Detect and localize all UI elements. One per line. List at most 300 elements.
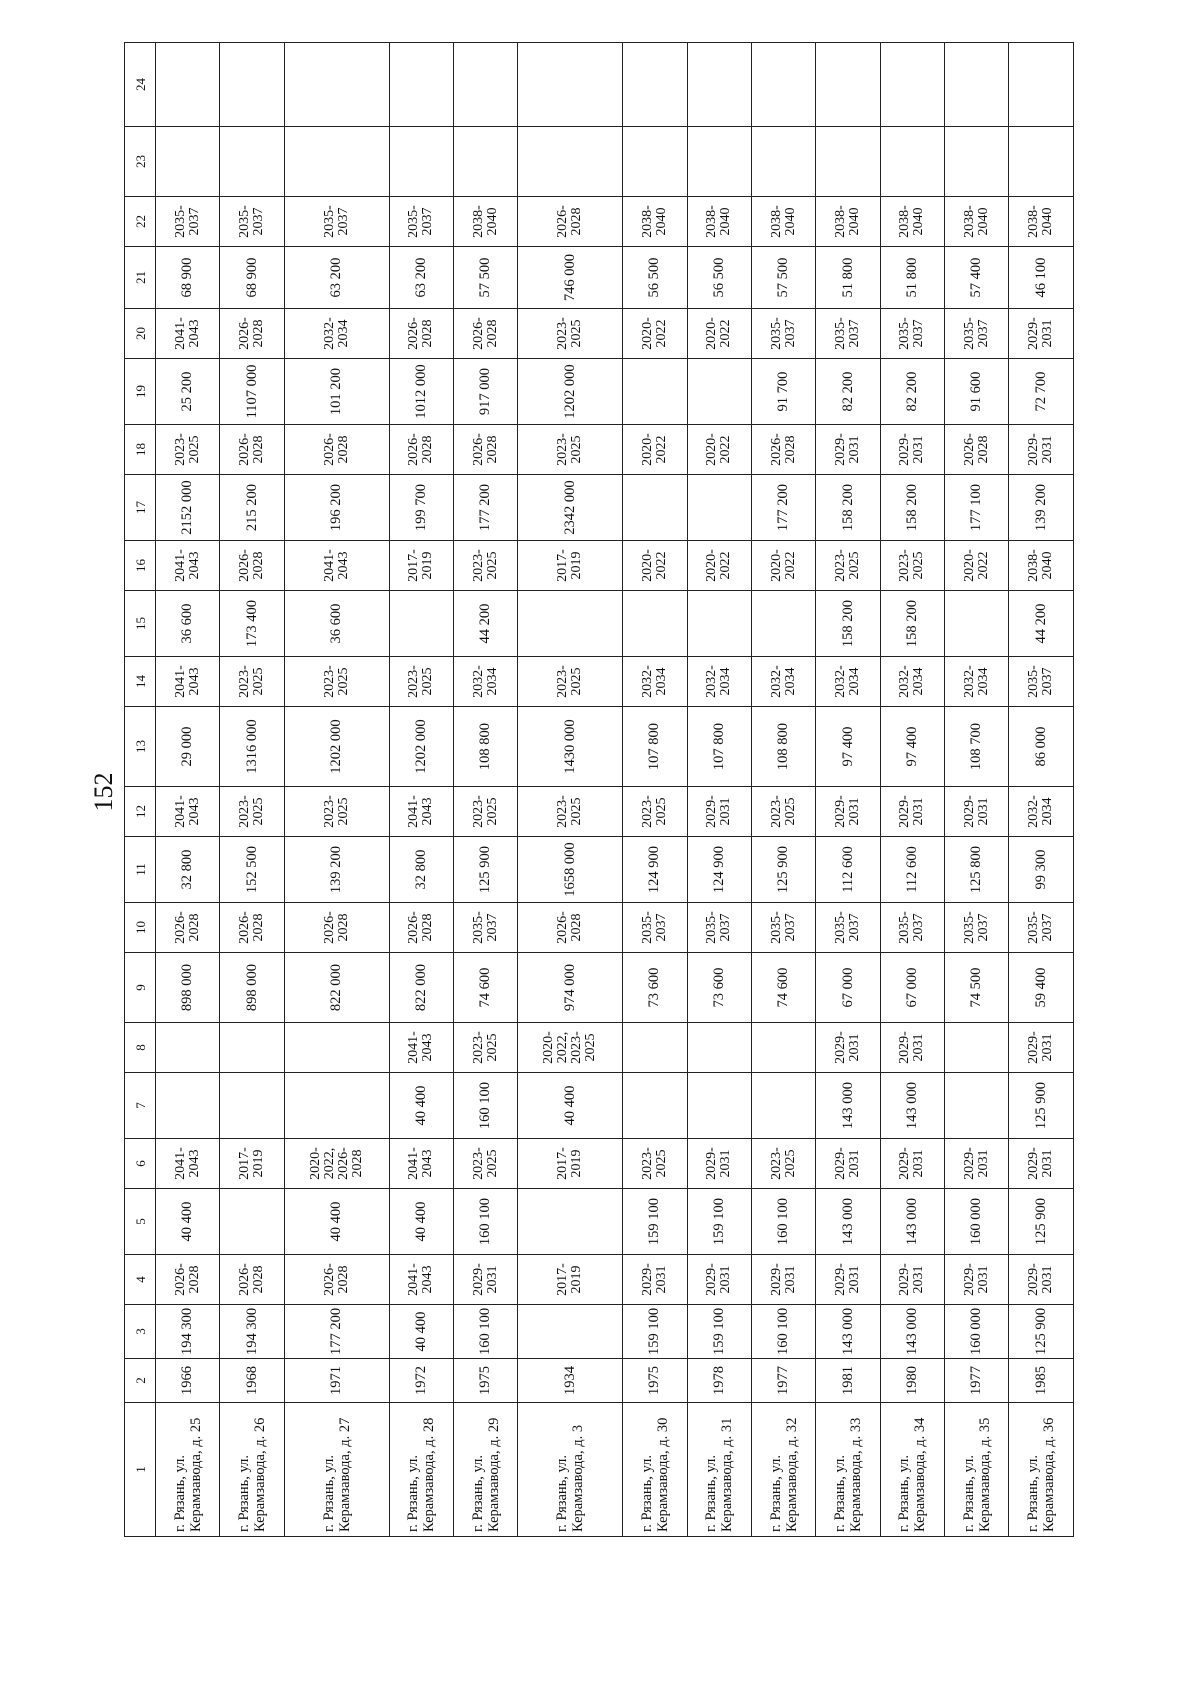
cost-cell: 74 600 xyxy=(453,953,517,1023)
cost-cell: 159 100 xyxy=(687,1305,751,1359)
cost-cell: 2342 000 xyxy=(518,475,623,541)
data-table xyxy=(124,42,1074,1537)
cost-cell: 108 800 xyxy=(453,707,517,787)
cost-cell: 74 600 xyxy=(751,953,815,1023)
cost-cell: 1316 000 xyxy=(220,707,284,787)
cost-cell: 91 700 xyxy=(751,359,815,425)
period-cell: 2020-2022 xyxy=(751,541,815,591)
table-row xyxy=(518,43,623,1537)
cost-cell: 143 000 xyxy=(880,1073,944,1139)
year-cell: 1975 xyxy=(623,1359,687,1403)
column-number-cell: 5 xyxy=(125,1189,156,1255)
period-cell: 2023-2025 xyxy=(518,309,623,359)
cost-cell xyxy=(687,475,751,541)
cost-cell: 160 100 xyxy=(453,1073,517,1139)
cost-cell: 107 800 xyxy=(687,707,751,787)
period-cell: 2032-2034 xyxy=(751,657,815,707)
cost-cell: 143 000 xyxy=(816,1073,880,1139)
period-cell: 2029-2031 xyxy=(880,1023,944,1073)
cost-cell xyxy=(518,127,623,197)
table-row xyxy=(945,43,1009,1537)
cost-cell: 57 400 xyxy=(945,247,1009,309)
cost-cell xyxy=(945,43,1009,127)
cost-cell: 56 500 xyxy=(623,247,687,309)
period-cell: 2017-2019 xyxy=(220,1139,284,1189)
period-cell: 2023-2025 xyxy=(220,657,284,707)
year-cell: 1972 xyxy=(389,1359,453,1403)
period-cell: 2035-2037 xyxy=(1009,657,1074,707)
period-cell: 2035-2037 xyxy=(816,309,880,359)
period-cell: 2038-2040 xyxy=(880,197,944,247)
cost-cell: 40 400 xyxy=(389,1073,453,1139)
year-cell: 1980 xyxy=(880,1359,944,1403)
cost-cell: 57 500 xyxy=(453,247,517,309)
address-cell: г. Рязань, ул. Керамзавода, д. 31 xyxy=(687,1403,751,1537)
period-cell: 2029-2031 xyxy=(816,1139,880,1189)
period-cell: 2038-2040 xyxy=(623,197,687,247)
cost-cell xyxy=(816,127,880,197)
cost-cell xyxy=(453,127,517,197)
period-cell xyxy=(156,1023,220,1073)
cost-cell: 32 800 xyxy=(389,837,453,903)
year-cell: 1977 xyxy=(945,1359,1009,1403)
cost-cell: 56 500 xyxy=(687,247,751,309)
cost-cell: 215 200 xyxy=(220,475,284,541)
cost-cell: 1430 000 xyxy=(518,707,623,787)
cost-cell: 112 600 xyxy=(880,837,944,903)
cost-cell: 67 000 xyxy=(880,953,944,1023)
period-cell: 2029-2031 xyxy=(1009,309,1074,359)
cost-cell: 177 200 xyxy=(751,475,815,541)
cost-cell xyxy=(880,127,944,197)
period-cell: 2038-2040 xyxy=(751,197,815,247)
column-number-row xyxy=(125,43,156,1537)
cost-cell: 143 000 xyxy=(880,1305,944,1359)
cost-cell: 199 700 xyxy=(389,475,453,541)
table-row xyxy=(623,43,687,1537)
column-number-cell: 18 xyxy=(125,425,156,475)
period-cell: 2032-2034 xyxy=(284,309,389,359)
period-cell: 2041-2043 xyxy=(156,657,220,707)
address-cell: г. Рязань, ул. Керамзавода, д. 30 xyxy=(623,1403,687,1537)
period-cell: 2029-2031 xyxy=(453,1255,517,1305)
period-cell: 2035-2037 xyxy=(687,903,751,953)
cost-cell: 1107 000 xyxy=(220,359,284,425)
cost-cell: 158 200 xyxy=(880,475,944,541)
cost-cell: 40 400 xyxy=(156,1189,220,1255)
period-cell: 2020-2022 xyxy=(623,309,687,359)
period-cell: 2032-2034 xyxy=(687,657,751,707)
cost-cell: 177 200 xyxy=(284,1305,389,1359)
period-cell: 2041-2043 xyxy=(389,1139,453,1189)
cost-cell: 125 800 xyxy=(945,837,1009,903)
cost-cell xyxy=(389,127,453,197)
period-cell: 2029-2031 xyxy=(751,1255,815,1305)
cost-cell xyxy=(220,43,284,127)
period-cell: 2029-2031 xyxy=(1009,1023,1074,1073)
period-cell: 2035-2037 xyxy=(816,903,880,953)
table-row xyxy=(751,43,815,1537)
column-number-cell: 11 xyxy=(125,837,156,903)
cost-cell: 125 900 xyxy=(1009,1305,1074,1359)
rotated-table-container xyxy=(124,47,1074,1537)
period-cell: 2026-2028 xyxy=(389,425,453,475)
cost-cell: 107 800 xyxy=(623,707,687,787)
cost-cell: 63 200 xyxy=(284,247,389,309)
period-cell: 2029-2031 xyxy=(623,1255,687,1305)
period-cell: 2023-2025 xyxy=(453,1139,517,1189)
column-number-cell: 9 xyxy=(125,953,156,1023)
cost-cell xyxy=(623,475,687,541)
cost-cell xyxy=(816,43,880,127)
address-cell: г. Рязань, ул. Керамзавода, д. 33 xyxy=(816,1403,880,1537)
period-cell: 2026-2028 xyxy=(389,903,453,953)
period-cell: 2029-2031 xyxy=(687,787,751,837)
period-cell: 2041-2043 xyxy=(284,541,389,591)
period-cell: 2023-2025 xyxy=(156,425,220,475)
period-cell: 2026-2028 xyxy=(518,197,623,247)
cost-cell: 139 200 xyxy=(284,837,389,903)
cost-cell: 67 000 xyxy=(816,953,880,1023)
period-cell: 2017-2019 xyxy=(518,1255,623,1305)
period-cell: 2035-2037 xyxy=(389,197,453,247)
period-cell: 2035-2037 xyxy=(751,903,815,953)
period-cell: 2026-2028 xyxy=(220,1255,284,1305)
cost-cell: 91 600 xyxy=(945,359,1009,425)
period-cell: 2026-2028 xyxy=(220,309,284,359)
cost-cell: 108 800 xyxy=(751,707,815,787)
cost-cell: 124 900 xyxy=(623,837,687,903)
cost-cell: 822 000 xyxy=(284,953,389,1023)
cost-cell: 44 200 xyxy=(453,591,517,657)
address-cell: г. Рязань, ул. Керамзавода, д. 25 xyxy=(156,1403,220,1537)
period-cell: 2023-2025 xyxy=(284,657,389,707)
period-cell: 2020-2022 xyxy=(623,541,687,591)
period-cell: 2023-2025 xyxy=(880,541,944,591)
cost-cell: 746 000 xyxy=(518,247,623,309)
column-number-cell: 3 xyxy=(125,1305,156,1359)
period-cell: 2035-2037 xyxy=(751,309,815,359)
cost-cell: 46 100 xyxy=(1009,247,1074,309)
period-cell: 2020-2022 xyxy=(623,425,687,475)
period-cell: 2038-2040 xyxy=(687,197,751,247)
period-cell xyxy=(687,1023,751,1073)
cost-cell: 159 100 xyxy=(687,1189,751,1255)
cost-cell: 139 200 xyxy=(1009,475,1074,541)
cost-cell xyxy=(220,1189,284,1255)
table-row xyxy=(156,43,220,1537)
cost-cell: 25 200 xyxy=(156,359,220,425)
address-cell: г. Рязань, ул. Керамзавода, д. 29 xyxy=(453,1403,517,1537)
period-cell: 2017-2019 xyxy=(518,541,623,591)
period-cell: 2023-2025 xyxy=(518,787,623,837)
period-cell: 2026-2028 xyxy=(220,425,284,475)
period-cell: 2029-2031 xyxy=(687,1139,751,1189)
column-number-cell: 4 xyxy=(125,1255,156,1305)
cost-cell: 73 600 xyxy=(687,953,751,1023)
cost-cell: 36 600 xyxy=(284,591,389,657)
table-row xyxy=(1009,43,1074,1537)
period-cell: 2032-2034 xyxy=(816,657,880,707)
period-cell xyxy=(945,1023,1009,1073)
cost-cell: 68 900 xyxy=(220,247,284,309)
period-cell: 2029-2031 xyxy=(880,1139,944,1189)
cost-cell xyxy=(687,359,751,425)
cost-cell: 125 900 xyxy=(751,837,815,903)
address-cell: г. Рязань, ул. Керамзавода, д. 32 xyxy=(751,1403,815,1537)
period-cell: 2029-2031 xyxy=(1009,1255,1074,1305)
address-cell: г. Рязань, ул. Керамзавода, д. 26 xyxy=(220,1403,284,1537)
cost-cell: 160 100 xyxy=(751,1189,815,1255)
period-cell: 2029-2031 xyxy=(816,1023,880,1073)
period-cell: 2041-2043 xyxy=(156,309,220,359)
cost-cell: 143 000 xyxy=(880,1189,944,1255)
cost-cell: 196 200 xyxy=(284,475,389,541)
address-cell: г. Рязань, ул. Керамзавода, д. 35 xyxy=(945,1403,1009,1537)
cost-cell xyxy=(687,127,751,197)
cost-cell: 40 400 xyxy=(284,1189,389,1255)
period-cell: 2029-2031 xyxy=(816,787,880,837)
period-cell: 2026-2028 xyxy=(284,1255,389,1305)
period-cell: 2023-2025 xyxy=(453,1023,517,1073)
cost-cell: 108 700 xyxy=(945,707,1009,787)
cost-cell: 143 000 xyxy=(816,1305,880,1359)
period-cell: 2029-2031 xyxy=(687,1255,751,1305)
cost-cell: 29 000 xyxy=(156,707,220,787)
cost-cell xyxy=(156,127,220,197)
column-number-cell: 17 xyxy=(125,475,156,541)
period-cell: 2023-2025 xyxy=(518,425,623,475)
period-cell: 2020-2022 xyxy=(687,425,751,475)
period-cell: 2026-2028 xyxy=(453,309,517,359)
column-number-cell: 1 xyxy=(125,1403,156,1537)
period-cell: 2020-2022, 2023-2025 xyxy=(518,1023,623,1073)
cost-cell: 177 100 xyxy=(945,475,1009,541)
cost-cell: 159 100 xyxy=(623,1189,687,1255)
period-cell: 2023-2025 xyxy=(751,787,815,837)
cost-cell xyxy=(284,127,389,197)
period-cell: 2020-2022 xyxy=(687,309,751,359)
cost-cell: 40 400 xyxy=(389,1305,453,1359)
column-number-cell: 23 xyxy=(125,127,156,197)
cost-cell: 97 400 xyxy=(880,707,944,787)
period-cell: 2035-2037 xyxy=(1009,903,1074,953)
cost-cell xyxy=(1009,127,1074,197)
cost-cell: 1202 000 xyxy=(284,707,389,787)
cost-cell xyxy=(518,1305,623,1359)
period-cell: 2023-2025 xyxy=(623,1139,687,1189)
column-number-cell: 6 xyxy=(125,1139,156,1189)
page-number: 152 xyxy=(89,772,118,812)
cost-cell xyxy=(623,127,687,197)
period-cell: 2041-2043 xyxy=(156,541,220,591)
cost-cell xyxy=(623,359,687,425)
cost-cell xyxy=(518,1189,623,1255)
period-cell: 2017-2019 xyxy=(518,1139,623,1189)
cost-cell xyxy=(880,43,944,127)
address-cell: г. Рязань, ул. Керамзавода, д. 28 xyxy=(389,1403,453,1537)
cost-cell: 86 000 xyxy=(1009,707,1074,787)
period-cell: 2023-2025 xyxy=(453,541,517,591)
table-row xyxy=(880,43,944,1537)
cost-cell: 143 000 xyxy=(816,1189,880,1255)
cost-cell xyxy=(220,127,284,197)
period-cell: 2023-2025 xyxy=(751,1139,815,1189)
period-cell: 2023-2025 xyxy=(816,541,880,591)
cost-cell xyxy=(623,1073,687,1139)
period-cell: 2023-2025 xyxy=(220,787,284,837)
cost-cell: 99 300 xyxy=(1009,837,1074,903)
period-cell: 2026-2028 xyxy=(518,903,623,953)
column-number-cell: 19 xyxy=(125,359,156,425)
period-cell: 2026-2028 xyxy=(945,425,1009,475)
cost-cell: 177 200 xyxy=(453,475,517,541)
table-row xyxy=(220,43,284,1537)
column-number-cell: 8 xyxy=(125,1023,156,1073)
period-cell: 2026-2028 xyxy=(220,903,284,953)
cost-cell: 72 700 xyxy=(1009,359,1074,425)
cost-cell xyxy=(453,43,517,127)
period-cell: 2020-2022 xyxy=(687,541,751,591)
cost-cell: 194 300 xyxy=(156,1305,220,1359)
cost-cell xyxy=(284,1073,389,1139)
year-cell: 1981 xyxy=(816,1359,880,1403)
cost-cell: 158 200 xyxy=(880,591,944,657)
period-cell: 2026-2028 xyxy=(156,903,220,953)
period-cell: 2029-2031 xyxy=(945,1255,1009,1305)
cost-cell: 101 200 xyxy=(284,359,389,425)
cost-cell: 2152 000 xyxy=(156,475,220,541)
cost-cell: 82 200 xyxy=(816,359,880,425)
cost-cell: 74 500 xyxy=(945,953,1009,1023)
cost-cell: 40 400 xyxy=(518,1073,623,1139)
year-cell: 1978 xyxy=(687,1359,751,1403)
cost-cell xyxy=(751,591,815,657)
period-cell: 2032-2034 xyxy=(1009,787,1074,837)
period-cell: 2032-2034 xyxy=(945,657,1009,707)
period-cell xyxy=(284,1023,389,1073)
cost-cell: 63 200 xyxy=(389,247,453,309)
table-row xyxy=(389,43,453,1537)
cost-cell: 68 900 xyxy=(156,247,220,309)
period-cell: 2029-2031 xyxy=(945,787,1009,837)
period-cell: 2026-2028 xyxy=(156,1255,220,1305)
cost-cell xyxy=(945,1073,1009,1139)
cost-cell xyxy=(220,1073,284,1139)
cost-cell xyxy=(284,43,389,127)
period-cell: 2038-2040 xyxy=(1009,197,1074,247)
period-cell: 2023-2025 xyxy=(284,787,389,837)
period-cell: 2026-2028 xyxy=(389,309,453,359)
address-cell: г. Рязань, ул. Керамзавода, д. 36 xyxy=(1009,1403,1074,1537)
cost-cell: 73 600 xyxy=(623,953,687,1023)
period-cell: 2032-2034 xyxy=(880,657,944,707)
period-cell: 2029-2031 xyxy=(880,787,944,837)
cost-cell xyxy=(1009,43,1074,127)
period-cell: 2041-2043 xyxy=(389,1255,453,1305)
cost-cell: 160 000 xyxy=(945,1305,1009,1359)
period-cell: 2026-2028 xyxy=(453,425,517,475)
column-number-cell: 13 xyxy=(125,707,156,787)
cost-cell: 57 500 xyxy=(751,247,815,309)
cost-cell xyxy=(518,591,623,657)
period-cell: 2029-2031 xyxy=(945,1139,1009,1189)
year-cell: 1985 xyxy=(1009,1359,1074,1403)
cost-cell xyxy=(945,591,1009,657)
period-cell: 2032-2034 xyxy=(453,657,517,707)
period-cell: 2035-2037 xyxy=(945,309,1009,359)
column-number-cell: 10 xyxy=(125,903,156,953)
cost-cell: 36 600 xyxy=(156,591,220,657)
year-cell: 1934 xyxy=(518,1359,623,1403)
cost-cell xyxy=(945,127,1009,197)
period-cell xyxy=(220,1023,284,1073)
table-row xyxy=(453,43,517,1537)
column-number-cell: 24 xyxy=(125,43,156,127)
period-cell: 2023-2025 xyxy=(518,657,623,707)
cost-cell: 51 800 xyxy=(880,247,944,309)
period-cell: 2041-2043 xyxy=(389,787,453,837)
period-cell: 2038-2040 xyxy=(945,197,1009,247)
cost-cell: 194 300 xyxy=(220,1305,284,1359)
column-number-cell: 20 xyxy=(125,309,156,359)
cost-cell xyxy=(518,43,623,127)
period-cell: 2035-2037 xyxy=(453,903,517,953)
address-cell: г. Рязань, ул. Керамзавода, д. 34 xyxy=(880,1403,944,1537)
period-cell: 2035-2037 xyxy=(945,903,1009,953)
year-cell: 1977 xyxy=(751,1359,815,1403)
cost-cell xyxy=(623,591,687,657)
cost-cell: 59 400 xyxy=(1009,953,1074,1023)
cost-cell: 125 900 xyxy=(1009,1073,1074,1139)
period-cell: 2026-2028 xyxy=(284,425,389,475)
cost-cell xyxy=(687,1073,751,1139)
cost-cell xyxy=(156,43,220,127)
period-cell: 2035-2037 xyxy=(880,309,944,359)
cost-cell xyxy=(389,591,453,657)
year-cell: 1968 xyxy=(220,1359,284,1403)
period-cell: 2029-2031 xyxy=(880,1255,944,1305)
column-number-cell: 21 xyxy=(125,247,156,309)
cost-cell: 173 400 xyxy=(220,591,284,657)
cost-cell: 82 200 xyxy=(880,359,944,425)
column-number-cell: 16 xyxy=(125,541,156,591)
period-cell: 2041-2043 xyxy=(389,1023,453,1073)
address-cell: г. Рязань, ул. Керамзавода, д. 3 xyxy=(518,1403,623,1537)
period-cell: 2029-2031 xyxy=(816,1255,880,1305)
cost-cell xyxy=(687,43,751,127)
period-cell: 2023-2025 xyxy=(623,787,687,837)
column-number-cell: 12 xyxy=(125,787,156,837)
cost-cell: 97 400 xyxy=(816,707,880,787)
period-cell: 2026-2028 xyxy=(751,425,815,475)
cost-cell: 158 200 xyxy=(816,591,880,657)
cost-cell: 44 200 xyxy=(1009,591,1074,657)
cost-cell: 898 000 xyxy=(220,953,284,1023)
column-number-cell: 7 xyxy=(125,1073,156,1139)
cost-cell: 124 900 xyxy=(687,837,751,903)
cost-cell xyxy=(623,43,687,127)
year-cell: 1975 xyxy=(453,1359,517,1403)
period-cell: 2035-2037 xyxy=(284,197,389,247)
cost-cell: 160 100 xyxy=(453,1189,517,1255)
cost-cell: 1202 000 xyxy=(389,707,453,787)
cost-cell: 917 000 xyxy=(453,359,517,425)
cost-cell: 160 100 xyxy=(453,1305,517,1359)
period-cell: 2035-2037 xyxy=(156,197,220,247)
table-row xyxy=(816,43,880,1537)
cost-cell: 125 900 xyxy=(1009,1189,1074,1255)
